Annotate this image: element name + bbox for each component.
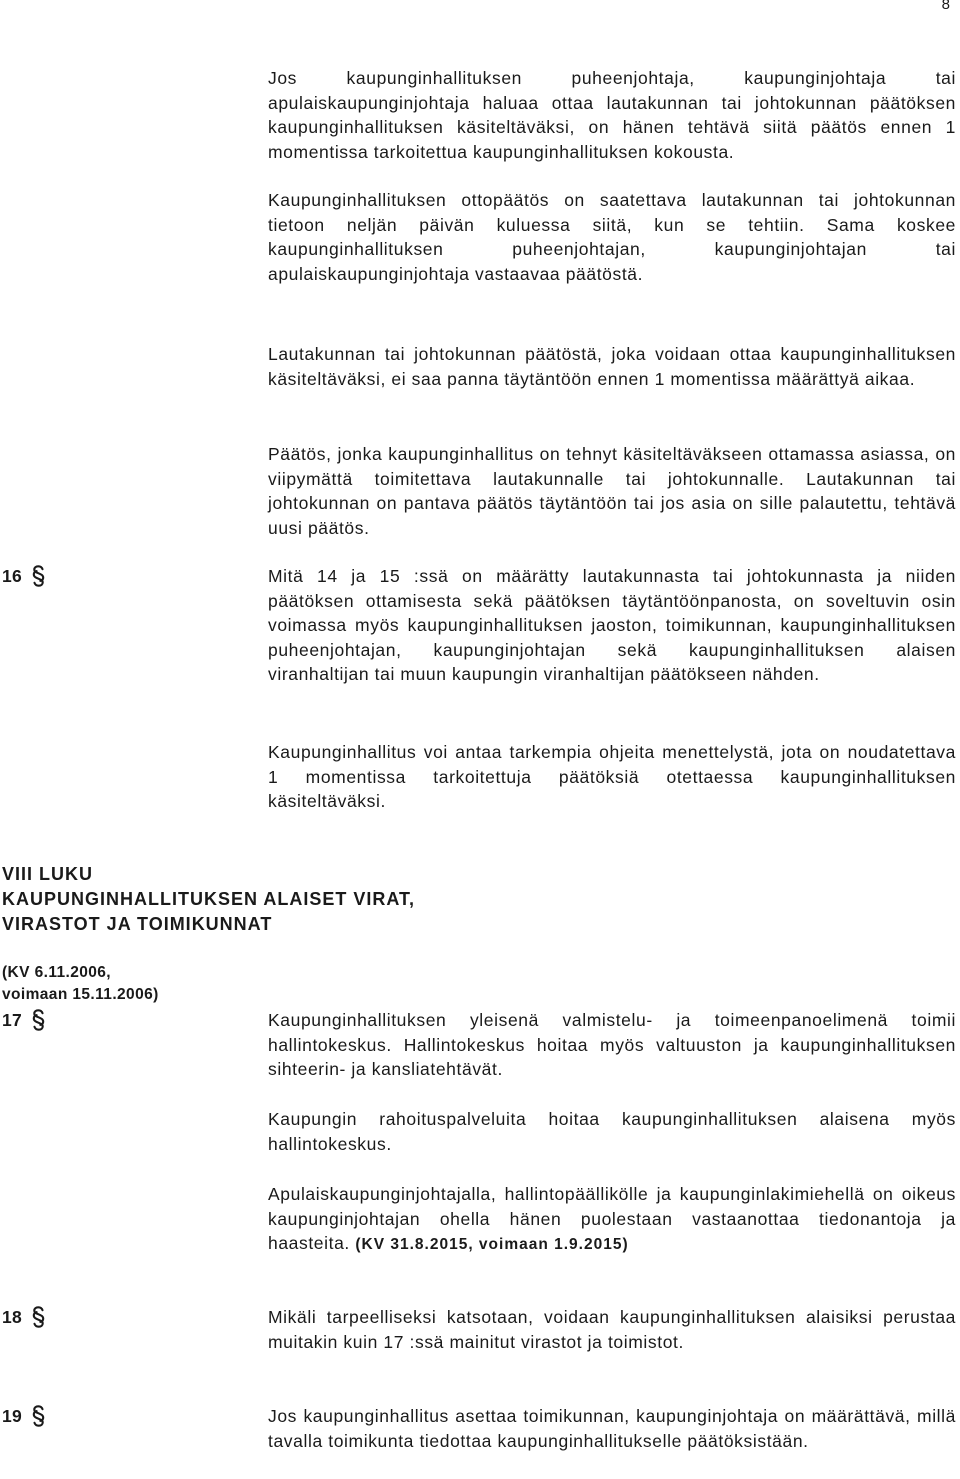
paragraph-17-1: Kaupunginhallituksen yleisenä valmistelu- ja toimeenpanoelimenä toimii hallintokeskus. Hallintokeskus hoitaa myös valtuuston ja kaupunginhallituksen sihteerin- ja kansliatehtävät. bbox=[268, 1010, 956, 1079]
section-sign-icon bbox=[32, 1306, 45, 1328]
paragraph-taytantoonpano-kielto: Lautakunnan tai johtokunnan päätöstä, joka voidaan ottaa kaupunginhallituksen käsiteltäväksi, ei saa panna täytäntöön ennen 1 momentissa määrättyä aikaa. bbox=[268, 344, 956, 389]
chapter-number: VIII LUKU bbox=[2, 864, 94, 884]
paragraph-16-1 bbox=[268, 564, 956, 687]
section-number: 18 bbox=[2, 1307, 23, 1327]
page-number: 8 bbox=[941, 0, 950, 13]
paragraph-ottopaatos-tiedoksi: Kaupunginhallituksen ottopäätös on saatettava lautakunnan tai johtokunnan tietoon neljän päivän kuluessa siitä, kun se tehtiin. Sama koskee kaupunginhallituksen puheenjohtajan, kaupunginjohtajan tai apulaiskaupunginjohtaja vastaavaa päätöstä. bbox=[268, 190, 956, 284]
section-17-label bbox=[2, 1008, 45, 1032]
paragraph-18-1: Mikäli tarpeelliseksi katsotaan, voidaan kaupunginhallituksen alaisiksi perustaa muitakin kuin 17 :ssä mainitut virastot ja toimistot. bbox=[268, 1307, 956, 1352]
chapter-title-line2: VIRASTOT JA TOIMIKUNNAT bbox=[2, 914, 273, 934]
amendment-note-line1: (KV 6.11.2006, bbox=[2, 964, 112, 981]
paragraph-16-2: Kaupunginhallitus voi antaa tarkempia ohjeita menettelystä, jota on noudatettava 1 momentissa tarkoitettuja päätöksiä otettaessa kaupunginhallituksen käsiteltäväksi. bbox=[268, 742, 956, 811]
paragraph-17-2: Kaupungin rahoituspalveluita hoitaa kaupunginhallituksen alaisena myös hallintokeskus. bbox=[268, 1109, 956, 1154]
section-sign-icon bbox=[32, 1009, 45, 1031]
amendment-note-line2: voimaan 15.11.2006) bbox=[2, 986, 159, 1003]
section-18-label bbox=[2, 1305, 45, 1329]
text-16-1: Mitä 14 ja 15 :ssä on määrätty lautakunnasta tai johtokunnasta ja niiden päätöksen ottamisesta sekä päätöksen täytäntöönpanosta, on soveltuvin osin voimassa myös kaupunginhallituksen jaoston, toimikunnan, kaupunginhallituksen puheenjohtajan, kaupunginjohtajan sekä kaupunginhallituksen alaisen viranhaltijan tai muun kaupungin viranhaltijan päätökseen nähden. bbox=[268, 566, 956, 684]
paragraph-19-1: Jos kaupunginhallitus asettaa toimikunnan, kaupunginjohtaja on määrättävä, millä tavalla toimikunta tiedottaa kaupunginhallitukselle päätöksistään. bbox=[268, 1406, 956, 1451]
section-sign-icon bbox=[32, 1405, 45, 1427]
section-number: 16 bbox=[2, 566, 23, 586]
paragraph-kasiteltavaksi-otettu-paatos: Päätös, jonka kaupunginhallitus on tehnyt käsiteltäväkseen ottamassa asiassa, on viipymättä toimitettava lautakunnalle tai johtokunnalle. Lautakunnan tai johtokunnan on pantava päätös täytäntöön tai jos asia on sille palautettu, tehtävä uusi päätös. bbox=[268, 444, 956, 538]
section-16-label bbox=[2, 564, 45, 588]
paragraph-17-3 bbox=[268, 1182, 956, 1258]
paragraph-ottooikeus: Jos kaupunginhallituksen puheenjohtaja, kaupunginjohtaja tai apulaiskaupunginjohtaja haluaa ottaa lautakunnan tai johtokunnan päätöksen kaupunginhallituksen käsiteltäväksi, on hänen tehtävä siitä päätös ennen 1 momentissa tarkoitettua kaupunginhallituksen kokousta. bbox=[268, 68, 956, 162]
section-sign-icon bbox=[32, 565, 45, 587]
chapter-title-line1: KAUPUNGINHALLITUKSEN ALAISET VIRAT, bbox=[2, 889, 415, 909]
section-number: 19 bbox=[2, 1406, 23, 1426]
text-17-3: Apulaiskaupunginjohtajalla, hallintopäällikölle ja kaupunginlakimiehellä on oikeus kaupunginjohtajan ohella hänen puolestaan vastaanottaa tiedonantoja ja haasteita. bbox=[268, 1184, 956, 1253]
amendment-note-17: (KV 31.8.2015, voimaan 1.9.2015) bbox=[355, 1236, 629, 1253]
section-number: 17 bbox=[2, 1010, 23, 1030]
section-19-label bbox=[2, 1404, 45, 1428]
